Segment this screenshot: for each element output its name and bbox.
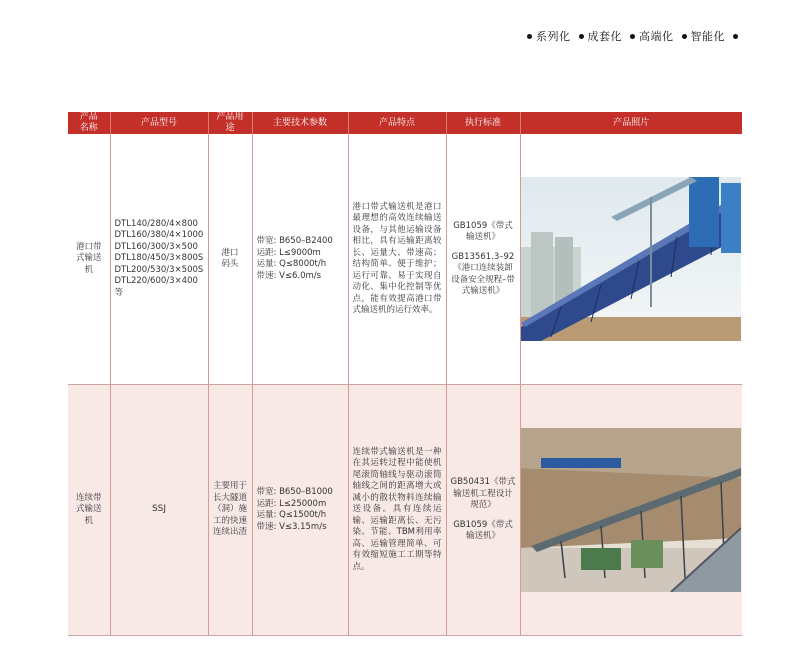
- model-line: DTL220/600/3×400等: [114, 276, 198, 298]
- tech-params-cell: [252, 385, 348, 636]
- model-line: DTL140/280/4×800: [114, 218, 198, 229]
- param-line: 带宽: B650–B2400: [256, 236, 333, 246]
- bullet-dot: [630, 34, 635, 39]
- param-line: 运量: Q≤8000t/h: [256, 259, 327, 269]
- header-photo: 产品照片: [520, 112, 742, 134]
- param-line: 带宽: B650–B1000: [256, 487, 333, 497]
- standard-line: GB13561.3–92《港口连续装卸设备安全规程–带式输送机》: [451, 251, 515, 296]
- series-tagline: [523, 28, 742, 44]
- model-line: DTL160/380/4×1000: [114, 230, 204, 241]
- product-name-cell: 连续带式输送机: [68, 385, 110, 636]
- header-features: 产品特点: [348, 112, 446, 134]
- bullet-dot: [579, 34, 584, 39]
- model-line: DTL160/300/3×500: [114, 241, 198, 252]
- features-cell: 连续带式输送机是一种在其运转过程中能使机尾滚筒轴线与驱动滚筒轴线之间的距离增大或减小的散状物料连续输送设备。具有连续运输、运输距离长、无污染、节能、TBM利用率高、运输管理简单、可有效缩短施工工期等特点。: [348, 385, 446, 636]
- tagline-item: 系列化: [536, 30, 571, 43]
- features-cell: 港口带式输送机是港口最理想的高效连续输送设备，与其他运输设备相比，具有运输距离较长、运量大、带速高；结构简单、便于维护；运行可靠、易于实现自动化、集中化控制等优点，能有效提高港口带式输送机的运行效率。: [348, 134, 446, 385]
- bullet-dot: [527, 34, 532, 39]
- param-line: 带速: V≤3.15m/s: [256, 521, 327, 532]
- standards-cell: [446, 385, 520, 636]
- header-product-usage: 产品用途: [208, 112, 252, 134]
- param-line: 运量: Q≤1500t/h: [256, 510, 327, 520]
- port-conveyor-photo: [521, 177, 741, 341]
- product-usage-cell: 港口码头: [208, 134, 252, 385]
- standards-cell: [446, 134, 520, 385]
- header-product-name: 产品名称: [68, 112, 110, 134]
- table-row: [68, 385, 742, 636]
- param-line: 运距: L≤25000m: [256, 498, 327, 509]
- standard-line: GB1059《带式输送机》: [453, 220, 513, 242]
- model-line: DTL200/530/3×500S: [114, 264, 204, 275]
- header-tech-params: 主要技术参数: [252, 112, 348, 134]
- header-standards: 执行标准: [446, 112, 520, 134]
- standard-line: GB1059《带式输送机》: [453, 519, 513, 542]
- product-spec-table: [68, 112, 742, 636]
- param-line: 运距: L≤9000m: [256, 247, 321, 258]
- product-name-cell: 港口带式输送机: [68, 134, 110, 385]
- photo-cell: [520, 134, 742, 385]
- param-line: 带速: V≤6.0m/s: [256, 270, 322, 281]
- product-usage-cell: 主要用于长大隧道（洞）施工的快速连续出渣: [208, 385, 252, 636]
- bullet-dot: [682, 34, 687, 39]
- tagline-item: 高端化: [639, 30, 674, 43]
- tech-params-cell: [252, 134, 348, 385]
- table-row: [68, 134, 742, 385]
- tagline-item: 成套化: [587, 30, 622, 43]
- standard-line: GB50431《带式输送机工程设计规范》: [450, 477, 516, 511]
- tagline-item: 智能化: [690, 30, 725, 43]
- product-model-cell: SSJ: [110, 385, 208, 636]
- product-model-cell: [110, 134, 208, 385]
- header-product-model: 产品型号: [110, 112, 208, 134]
- tunnel-conveyor-photo: [521, 428, 741, 592]
- bullet-dot: [733, 34, 738, 39]
- photo-cell: [520, 385, 742, 636]
- model-line: DTL180/450/3×800S: [114, 253, 204, 264]
- table-header-row: [68, 112, 742, 134]
